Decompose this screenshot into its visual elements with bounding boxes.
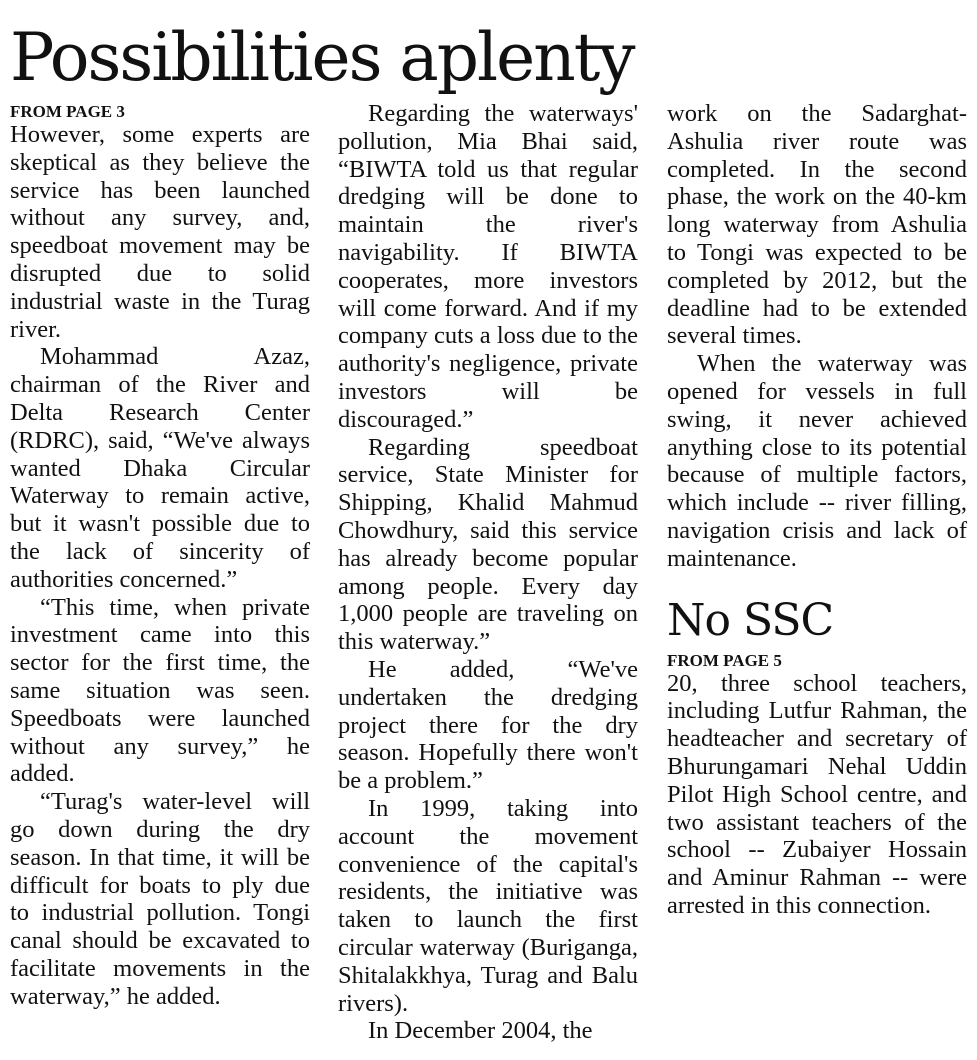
story-headline: No SSC	[667, 594, 834, 646]
paragraph: Regarding the waterways' pollution, Mia Bhai said, “BIWTA told us that regular dredging will be done to maintain the river's navigability. If BIWTA cooperates, more investors will come forward. And if my company cuts a loss due to the authority's negligence, private investors will be discouraged.”	[338, 100, 638, 433]
column-3	[667, 100, 967, 920]
paragraph: Mohammad Azaz, chairman of the River and Delta Research Center (RDRC), said, “We've always wanted Dhaka Circular Waterway to remain active, but it wasn't possible due to the lack of sincerity of authorities concerned.”	[10, 343, 310, 593]
paragraph: 20, three school teachers, including Lutfur Rahman, the headteacher and secretary of Bhurungamari Nehal Uddin Pilot High School centre, and two assistant teachers of the school -- Zubaiyer Hossain and Aminur Rahman -- were arrested in this connection.	[667, 669, 967, 919]
paragraph: Regarding speedboat service, State Minister for Shipping, Khalid Mahmud Chowdhury, said this service has already become popular among people. Every day 1,000 people are traveling on this waterway.”	[338, 433, 638, 656]
paragraph: “Turag's water-level will go down during the dry season. In that time, it will be difficult for boats to ply due to industrial pollution. Tongi canal should be excavated to facilitate movements in the waterway,” he added.	[10, 788, 310, 1010]
column-2	[338, 100, 638, 1045]
jump-kicker: FROM PAGE 5	[667, 650, 782, 670]
article-headline: Possibilities aplenty	[10, 19, 634, 96]
paragraph: When the waterway was opened for vessels in full swing, it never achieved anything close to its potential because of multiple factors, which include -- river filling, navigation crisis and lack of maintenance.	[667, 350, 967, 572]
paragraph: In December 2004, the	[368, 1017, 593, 1045]
paragraph: However, some experts are skeptical as they believe the service has been launched without any survey, and, speedboat movement may be disrupted due to solid industrial waste in the Turag river.	[10, 121, 310, 343]
column-1	[10, 100, 310, 1011]
jump-kicker: FROM PAGE 3	[10, 102, 125, 121]
paragraph: “This time, when private investment came into this sector for the first time, the same situation was seen. Speedboats were launched without any survey,” he added.	[10, 593, 310, 788]
paragraph: In 1999, taking into account the movement convenience of the capital's residents, the initiative was taken to launch the first circular waterway (Buriganga, Shitalakkhya, Turag and Balu rivers).	[338, 794, 638, 1017]
paragraph: He added, “We've undertaken the dredging project there for the dry season. Hopefully there won't be a problem.”	[338, 655, 638, 795]
paragraph: work on the Sadarghat-Ashulia river route was completed. In the second phase, the work on the 40-km long waterway from Ashulia to Tongi was expected to be completed by 2012, but the deadline had to be extended several times.	[667, 100, 967, 350]
